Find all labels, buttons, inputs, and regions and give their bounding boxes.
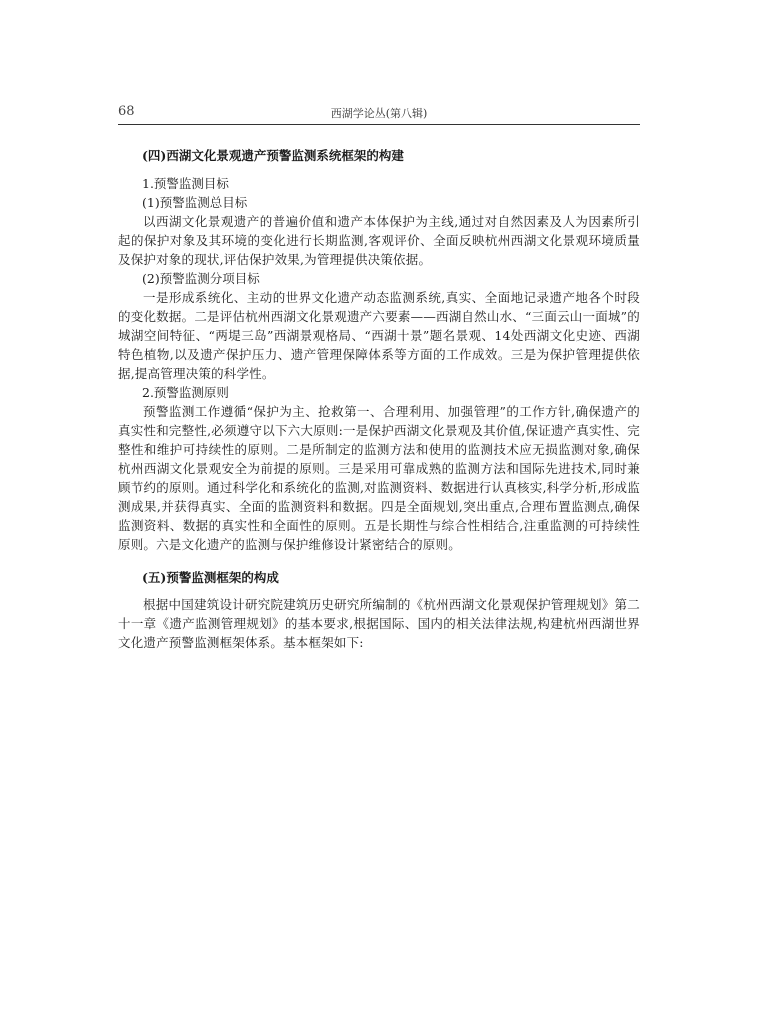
section-heading-5: (五)预警监测框架的构成 xyxy=(142,570,279,585)
principle-heading: 2.预警监测原则 xyxy=(142,385,229,400)
section-heading-4: (四)西湖文化景观遗产预警监测系统框架的构建 xyxy=(142,148,404,163)
page-body xyxy=(118,146,640,652)
page-number: 68 xyxy=(118,104,135,119)
overall-goal-paragraph: 以西湖文化景观遗产的普遍价值和遗产本体保护为主线,通过对自然因素及人为因素所引起的保护对象及其环境的变化进行长期监测,客观评价、全面反映杭州西湖文化景观环境质量及保护对象的现状,评估保护效果,为管理提供决策依据。 xyxy=(118,214,640,267)
overall-goal-heading: (1)预警监测总目标 xyxy=(142,195,248,210)
running-title: 西湖学论丛(第八辑) xyxy=(330,107,428,120)
goal-heading: 1.预警监测目标 xyxy=(142,176,229,191)
sub-goal-heading: (2)预警监测分项目标 xyxy=(142,271,260,286)
framework-paragraph: 根据中国建筑设计研究院建筑历史研究所编制的《杭州西湖文化景观保护管理规划》第二十一章《遗产监测管理规划》的基本要求,根据国际、国内的相关法律法规,构建杭州西湖世界文化遗产预警监测框架体系。基本框架如下: xyxy=(118,597,640,650)
page-header xyxy=(118,102,640,125)
principle-paragraph: 预警监测工作遵循“保护为主、抢救第一、合理利用、加强管理”的工作方针,确保遗产的真实性和完整性,必须遵守以下六大原则:一是保护西湖文化景观及其价值,保证遗产真实性、完整性和维护可持续性的原则。二是所制定的监测方法和使用的监测技术应无损监测对象,确保杭州西湖文化景观安全为前提的原则。三是采用可靠成熟的监测方法和国际先进技术,同时兼顾节约的原则。通过科学化和系统化的监测,对监测资料、数据进行认真核实,科学分析,形成监测成果,并获得真实、全面的监测资料和数据。四是全面规划,突出重点,合理布置监测点,确保监测资料、数据的真实性和全面性的原则。五是长期性与综合性相结合,注重监测的可持续性原则。六是文化遗产的监测与保护维修设计紧密结合的原则。 xyxy=(118,404,640,552)
sub-goal-paragraph: 一是形成系统化、主动的世界文化遗产动态监测系统,真实、全面地记录遗产地各个时段的变化数据。二是评估杭州西湖文化景观遗产六要素——西湖自然山水、“三面云山一面城”的城湖空间特征、“两堤三岛”西湖景观格局、“西湖十景”题名景观、14处西湖文化史迹、西湖特色植物,以及遗产保护压力、遗产管理保障体系等方面的工作成效。三是为保护管理提供依据,提高管理决策的科学性。 xyxy=(118,290,640,381)
